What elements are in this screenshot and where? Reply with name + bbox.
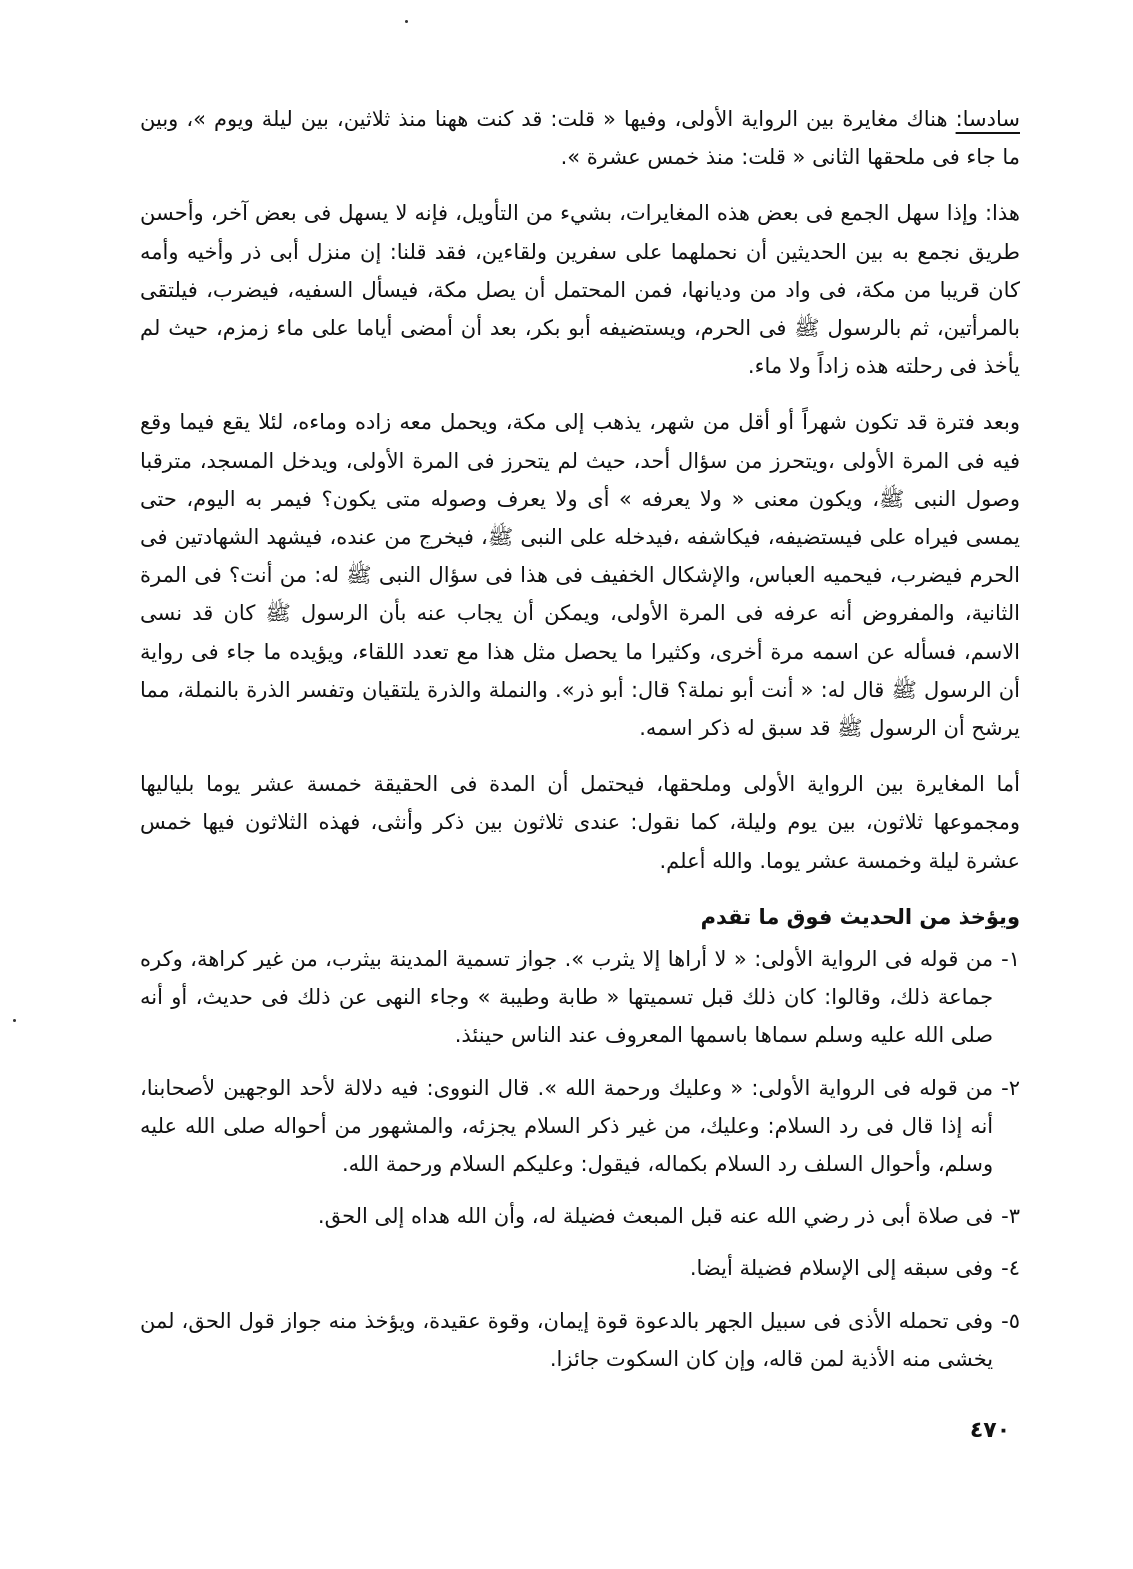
list-item-number: ٢- (1001, 1075, 1020, 1100)
paragraph-differences-sixth (140, 100, 1020, 176)
paragraph-second-trip: وبعد فترة قد تكون شهراً أو أقل من شهر، يذهب إلى مكة، ويحمل معه زاده وماءه، لئلا يقع فيما وقع فيه فى المرة الأولى ،ويتحرز من سؤال أحد، حيث لم يتحرز فى المرة الأولى، ويدخل المسجد، مترقبا وصول النبى ﷺ، ويكون معنى « ولا يعرفه » أى ولا يعرف وصوله متى يكون؟ فيمر به اليوم، حتى يمسى فيراه على فيستضيفه، فيكاشفه ،فيدخله على النبى ﷺ، فيخرج من عنده، فيشهد الشهادتين فى الحرم فيضرب، فيحميه العباس، والإشكال الخفيف فى هذا فى سؤال النبى ﷺ له: من أنت؟ فى المرة الثانية، والمفروض أنه عرفه فى المرة الأولى، ويمكن أن يجاب عنه بأن الرسول ﷺ كان قد نسى الاسم، فسأله عن اسمه مرة أخرى، وكثيرا ما يحصل مثل هذا مع تعدد اللقاء، ويؤيده ما جاء فى رواية أن الرسول ﷺ قال له: « أنت أبو نملة؟ قال: أبو ذر». والنملة والذرة يلتقيان وتفسر الذرة بالنملة، مما يرشح أن الرسول ﷺ قد سبق له ذكر اسمه. (140, 410, 1020, 741)
list-item-number: ٥- (1001, 1308, 1020, 1333)
list-item-number: ١- (1001, 947, 1020, 972)
list-item-text: وفى سبقه إلى الإسلام فضيلة أيضا. (689, 1256, 994, 1281)
list-item (140, 1249, 1020, 1287)
section-heading: ويؤخذ من الحديث فوق ما تقدم (700, 904, 1020, 929)
list-item (140, 940, 1020, 1055)
paragraph-reconciliation: هذا: وإذا سهل الجمع فى بعض هذه المغايرات، بشيء من التأويل، فإنه لا يسهل فى بعض آخر، وأحسن طريق نجمع به بين الحديثين أن نحملهما على سفرين ولقاءين، فقد قلنا: إن منزل أبى ذر وأخيه وأمه كان قريبا من مكة، فى واد من وديانها، فمن المحتمل أن يصل مكة، فيسأل السفيه، فيضرب، فيلتقى بالمرأتين، ثم بالرسول ﷺ فى الحرم، ويستضيفه أبو بكر، بعد أن أمضى أياما على ماء زمزم، حيث لم يأخذ فى رحلته هذه زاداً ولا ماء. (140, 201, 1020, 379)
list-item-text: فى صلاة أبى ذر رضي الله عنه قبل المبعث فضيلة له، وأن الله هداه إلى الحق. (317, 1204, 994, 1229)
list-item-text: وفى تحمله الأذى فى سبيل الجهر بالدعوة قوة إيمان، وقوة عقيدة، ويؤخذ منه جواز قول الحق، لمن يخشى منه الأذية لمن قاله، وإن كان السكوت جائزا. (140, 1308, 994, 1371)
list-item (140, 1197, 1020, 1235)
list-item (140, 1302, 1020, 1378)
margin-speck (405, 20, 408, 23)
page-number: ٤٧٠ (969, 1418, 1011, 1443)
underlined-lead-word: سادسا: (955, 107, 1020, 131)
paragraph-text: هناك مغايرة بين الرواية الأولى، وفيها « قلت: قد كنت ههنا منذ ثلاثين، بين ليلة ويوم »، وبين ما جاء فى ملحقها الثانى « قلت: منذ خمس عشرة ». (140, 107, 1020, 170)
list-item-number: ٤- (1001, 1256, 1020, 1281)
paragraph-period-explanation: أما المغايرة بين الرواية الأولى وملحقها، فيحتمل أن المدة فى الحقيقة خمسة عشر يوما بلياليها ومجموعها ثلاثون، بين يوم وليلة، كما نقول: عندى ثلاثون بين ذكر وأنثى، فهذه الثلاثون فيها خمس عشرة ليلة وخمسة عشر يوما. والله أعلم. (140, 772, 1020, 873)
margin-speck (13, 1019, 16, 1022)
list-item-text: من قوله فى الرواية الأولى: « وعليك ورحمة الله ». قال النووى: فيه دلالة لأحد الوجهين لأصحابنا، أنه إذا قال فى رد السلام: وعليك، من غير ذكر السلام يجزئه، والمشهور من أحواله صلى الله عليه وسلم، وأحوال السلف رد السلام بكماله، فيقول: وعليكم السلام ورحمة الله. (140, 1075, 994, 1177)
list-item-text: من قوله فى الرواية الأولى: « لا أراها إلا يثرب ». جواز تسمية المدينة بيثرب، من غير كراهة، وكره جماعة ذلك، وقالوا: كان ذلك قبل تسميتها « طابة وطيبة » وجاء النهى عن ذلك فى حديث، أو أنه صلى الله عليه وسلم سماها باسمها المعروف عند الناس حينئذ. (140, 947, 994, 1048)
list-item (140, 1069, 1020, 1184)
list-item-number: ٣- (1001, 1204, 1020, 1229)
document-page (140, 100, 1020, 1392)
